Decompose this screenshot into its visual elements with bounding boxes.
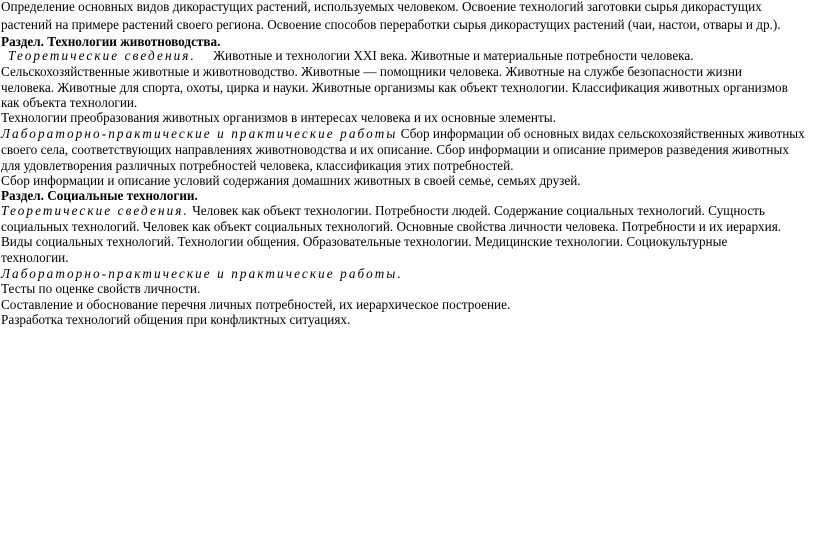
paragraph-line: для удовлетворения различных потребностей человека, классификация этих потребностей. bbox=[1, 158, 514, 173]
paragraph-line: Сельскохозяйственные животные и животноводство. Животные — помощники человека. Животные на службе безопасности жизни bbox=[1, 64, 742, 79]
lab-text: Сбор информации об основных видах сельскохозяйственных животных bbox=[400, 126, 805, 141]
paragraph-line: Виды социальных технологий. Технологии общения. Образовательные технологии. Медицинские технологии. Социокультурные bbox=[1, 234, 728, 249]
paragraph-line: Разработка технологий общения при конфликтных ситуациях. bbox=[1, 312, 351, 327]
paragraph-line: технологии. bbox=[1, 250, 69, 265]
theory-text: Человек как объект технологии. Потребности людей. Содержание социальных технологий. Сущность bbox=[192, 203, 765, 218]
section-heading: Раздел. Социальные технологии. bbox=[1, 188, 198, 203]
paragraph-line: Составление и обоснование перечня личных потребностей, их иерархическое построение. bbox=[1, 297, 511, 312]
paragraph-line: человека. Животные для спорта, охоты, цирка и науки. Животные организмы как объект технологии. Классификация животных организмов bbox=[1, 80, 788, 95]
paragraph-line: Сбор информации и описание условий содержания домашних животных в своей семье, семьях друзей. bbox=[1, 173, 581, 188]
paragraph-line: Определение основных видов дикорастущих растений, используемых человеком. Освоение технологий заготовки сырья дикорастущих bbox=[1, 0, 762, 14]
section-heading: Раздел. Технологии животноводства. bbox=[1, 34, 221, 49]
paragraph-line: растений на примере растений своего региона. Освоение способов переработки сырья дикорастущих растений (чаи, настои, отвары и др.). bbox=[1, 17, 781, 32]
paragraph-line: Технологии преобразования животных организмов в интересах человека и их основные элементы. bbox=[1, 110, 556, 125]
theory-label: Теоретические сведения. bbox=[1, 203, 189, 218]
paragraph-line: социальных технологий. Человек как объект социальных технологий. Основные свойства личности человека. Потребности и их иерархия. bbox=[1, 219, 782, 234]
paragraph-line: Тесты по оценке свойств личности. bbox=[1, 281, 201, 296]
paragraph-line: своего села, соответствующих направлениях животноводства и их описание. Сбор информации и описание примеров разведения животных bbox=[1, 142, 789, 157]
lab-label: Лабораторно-практические и практические работы. bbox=[1, 266, 403, 281]
lab-label: Лабораторно-практические и практические работы bbox=[1, 126, 398, 141]
theory-text: Животные и технологии XXI века. Животные и материальные потребности человека. bbox=[213, 48, 694, 63]
paragraph-line: как объекта технологии. bbox=[1, 95, 138, 110]
theory-label: Теоретические сведения. bbox=[8, 48, 196, 63]
